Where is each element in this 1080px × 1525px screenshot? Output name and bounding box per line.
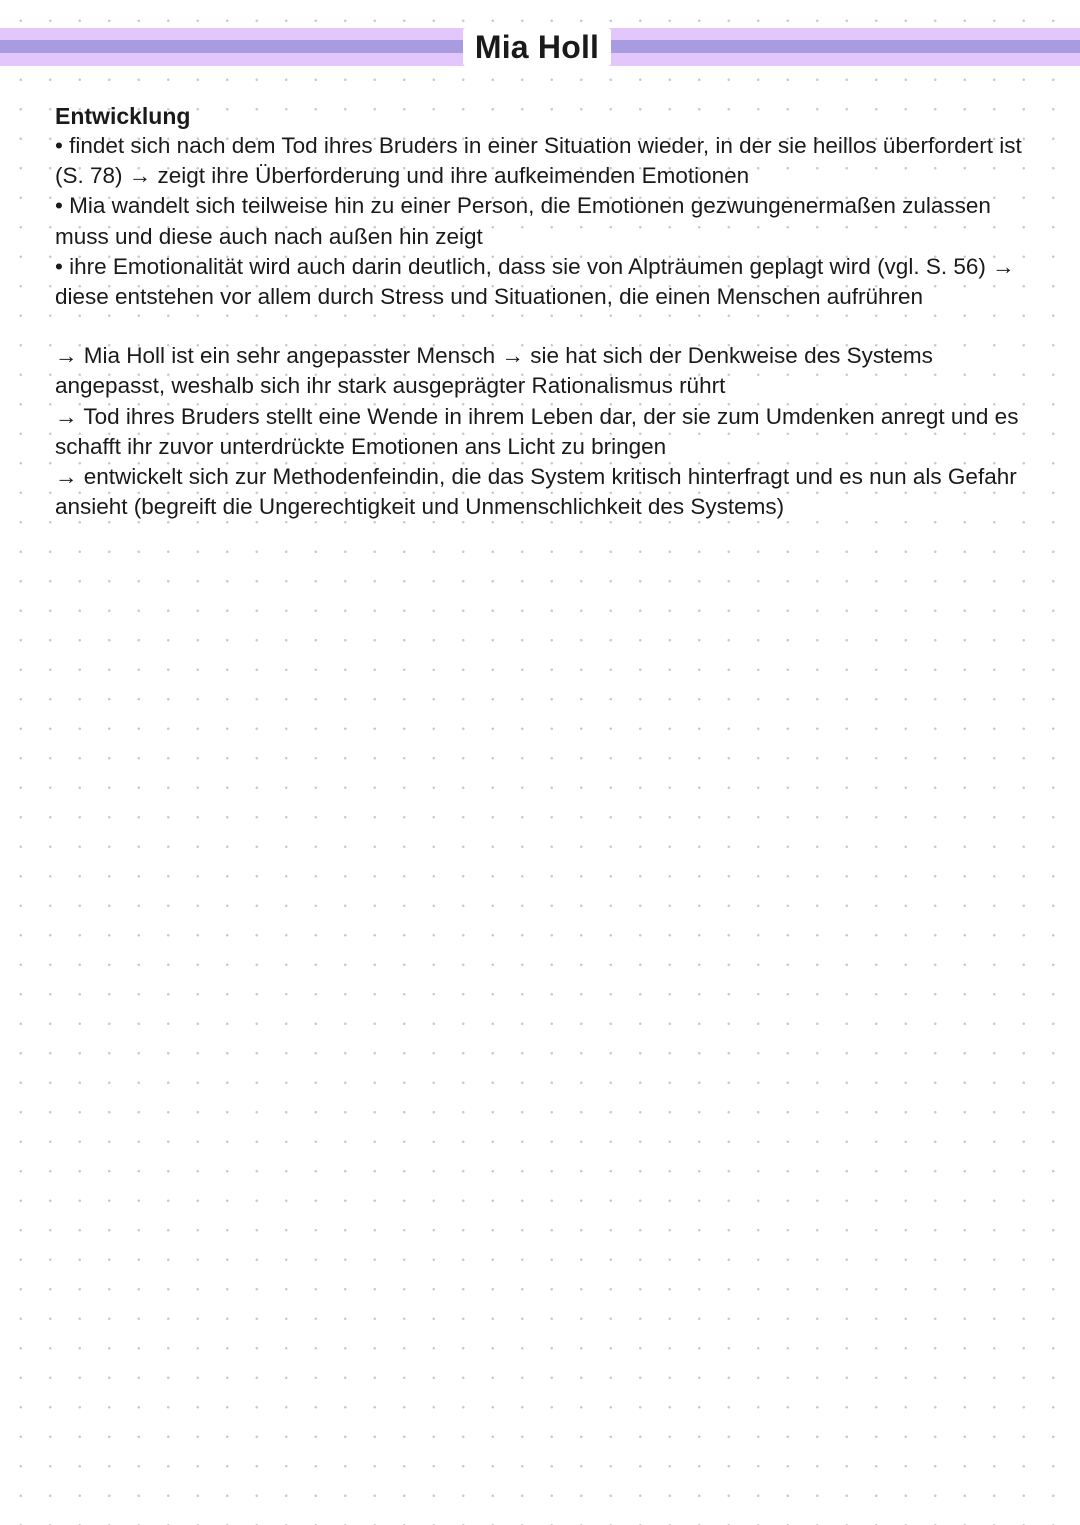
conclusion-item: → Tod ihres Bruders stellt eine Wende in ihrem Leben dar, der sie zum Umdenken anregt und es schafft ihr zuvor unterdrückte Emotionen ans Licht zu bringen bbox=[55, 403, 1019, 459]
note-content bbox=[55, 101, 1045, 522]
conclusion-list bbox=[55, 341, 1045, 522]
bullet-list bbox=[55, 131, 1045, 312]
conclusion-item: → entwickelt sich zur Methodenfeindin, die das System kritisch hinterfragt und es nun als Gefahr ansieht (begreift die Ungerechtigkeit und Unmenschlichkeit des Systems) bbox=[55, 464, 1017, 520]
bullet-item: • ihre Emotionalität wird auch darin deutlich, dass sie von Alpträumen geplagt wird (vgl. S. 56) → diese entstehen vor allem durch Stress und Situationen, die einen Menschen aufrühren bbox=[55, 253, 1015, 310]
bullet-item: • findet sich nach dem Tod ihres Bruders in einer Situation wieder, in der sie heillos überfordert ist (S. 78) → zeigt ihre Überforderung und ihre aufkeimenden Emotionen bbox=[55, 133, 1022, 189]
section-heading: Entwicklung bbox=[55, 103, 191, 129]
bullet-item: • Mia wandelt sich teilweise hin zu einer Person, die Emotionen gezwungenermaßen zulassen muss und diese auch nach außen hin zeigt bbox=[55, 193, 991, 249]
conclusion-item: → Mia Holl ist ein sehr angepasster Mensch → sie hat sich der Denkweise des Systems angepasst, weshalb sich ihr stark ausgeprägter Rationalismus rührt bbox=[55, 343, 933, 399]
title-banner bbox=[0, 28, 1080, 66]
page-title: Mia Holl bbox=[463, 28, 611, 66]
